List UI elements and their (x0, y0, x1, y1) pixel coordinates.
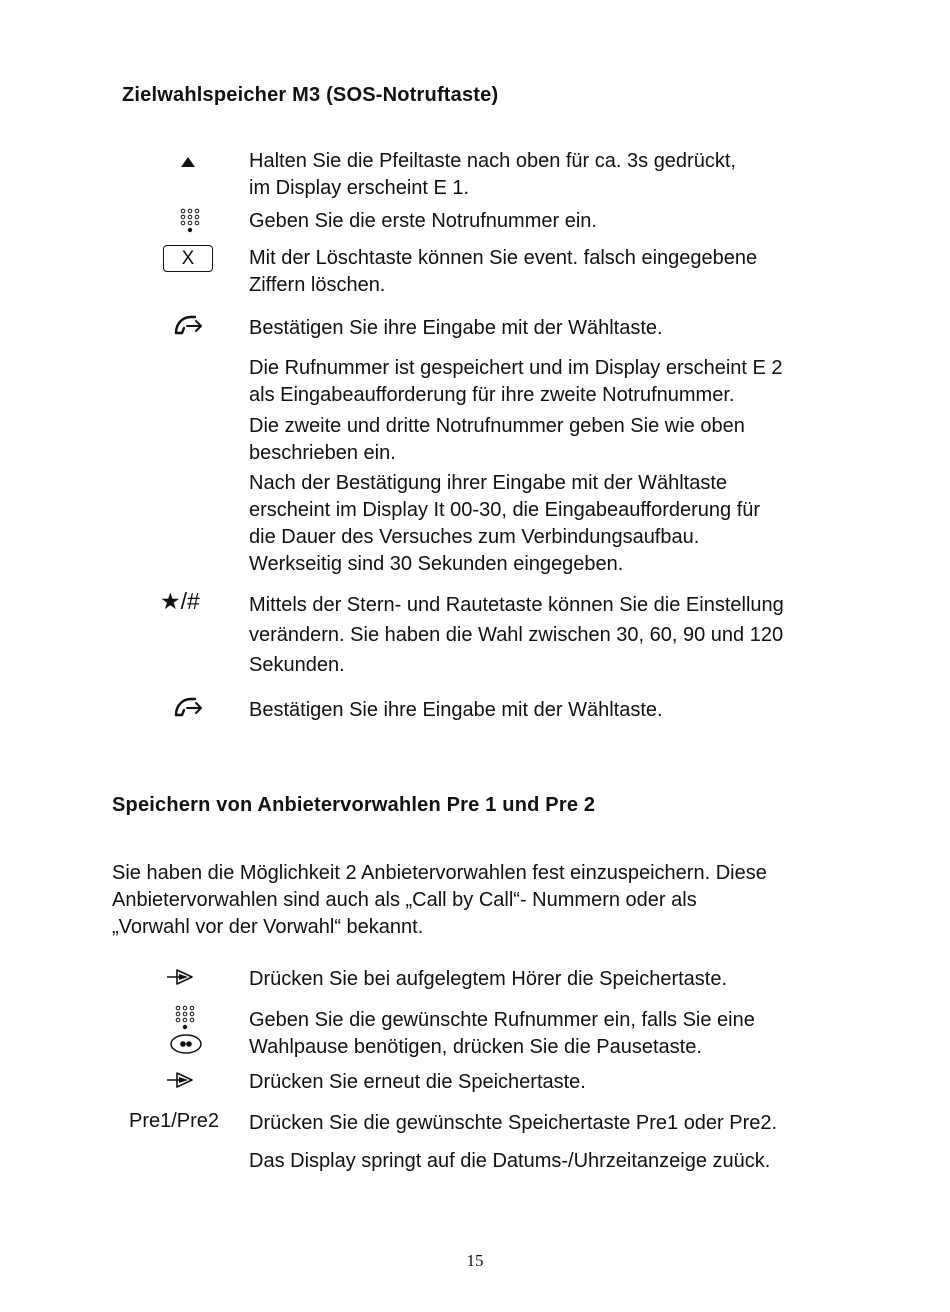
step-text: Geben Sie die erste Notrufnummer ein. (249, 210, 597, 232)
step-text: Nach der Bestätigung ihrer Eingabe mit der Wähltaste erscheint im Display It 00-30, die Eingabeaufforderung für die Dauer des Versuches zum Verbindungsaufbau. Werkseitig sind 30 Sekunden eingegeben. (249, 472, 761, 575)
step-text: Halten Sie die Pfeiltaste nach oben für ca. 3s gedrückt, im Display erscheint E 1. (249, 150, 736, 199)
dial-key-icon (172, 694, 206, 720)
step-text: Mittels der Stern- und Rautetaste können Sie die Einstellung verändern. Sie haben die Wahl zwischen 30, 60, 90 und 120 Sekunden. (249, 594, 784, 676)
intro-text: Sie haben die Möglichkeit 2 Anbietervorwahlen fest einzuspeichern. Diese Anbietervorwahlen sind auch als „Call by Call“- Nummern oder als „Vorwahl vor der Vorwahl“ bekannt. (112, 862, 767, 938)
memory-key-icon (164, 1069, 196, 1091)
arrow-up-icon (178, 154, 198, 170)
star-hash-icon: ★/# (160, 588, 200, 614)
step-text: Bestätigen Sie ihre Eingabe mit der Wähltaste. (249, 699, 663, 721)
step-text: Drücken Sie bei aufgelegtem Hörer die Speichertaste. (249, 968, 728, 990)
step-text: Drücken Sie erneut die Speichertaste. (249, 1071, 586, 1093)
pre-keys-label: Pre1/Pre2 (129, 1110, 220, 1132)
keypad-icon (178, 207, 202, 235)
step-text: Geben Sie die gewünschte Rufnummer ein, falls Sie eine Wahlpause benötigen, drücken Sie die Pausetaste. (249, 1009, 755, 1058)
section-title-zielwahlspeicher: Zielwahlspeicher M3 (SOS-Notruftaste) (122, 84, 499, 106)
section-title-anbietervorwahlen: Speichern von Anbietervorwahlen Pre 1 und Pre 2 (112, 794, 596, 816)
memory-key-icon (164, 966, 196, 988)
page-number: 15 (466, 1251, 484, 1270)
step-text: Drücken Sie die gewünschte Speichertaste Pre1 oder Pre2. (249, 1112, 778, 1134)
step-text: Die zweite und dritte Notrufnummer geben Sie wie oben beschrieben ein. (249, 415, 745, 464)
dial-key-icon (172, 312, 206, 338)
step-text: Das Display springt auf die Datums-/Uhrzeitanzeige zuück. (249, 1150, 771, 1172)
delete-key-icon: X (163, 245, 213, 272)
step-text: Bestätigen Sie ihre Eingabe mit der Wähltaste. (249, 317, 663, 339)
step-text: Die Rufnummer ist gespeichert und im Display erscheint E 2 als Eingabeaufforderung für ihre zweite Notrufnummer. (249, 357, 783, 406)
step-text: Mit der Löschtaste können Sie event. falsch eingegebene Ziffern löschen. (249, 247, 758, 296)
keypad-pause-icon (168, 1004, 204, 1056)
